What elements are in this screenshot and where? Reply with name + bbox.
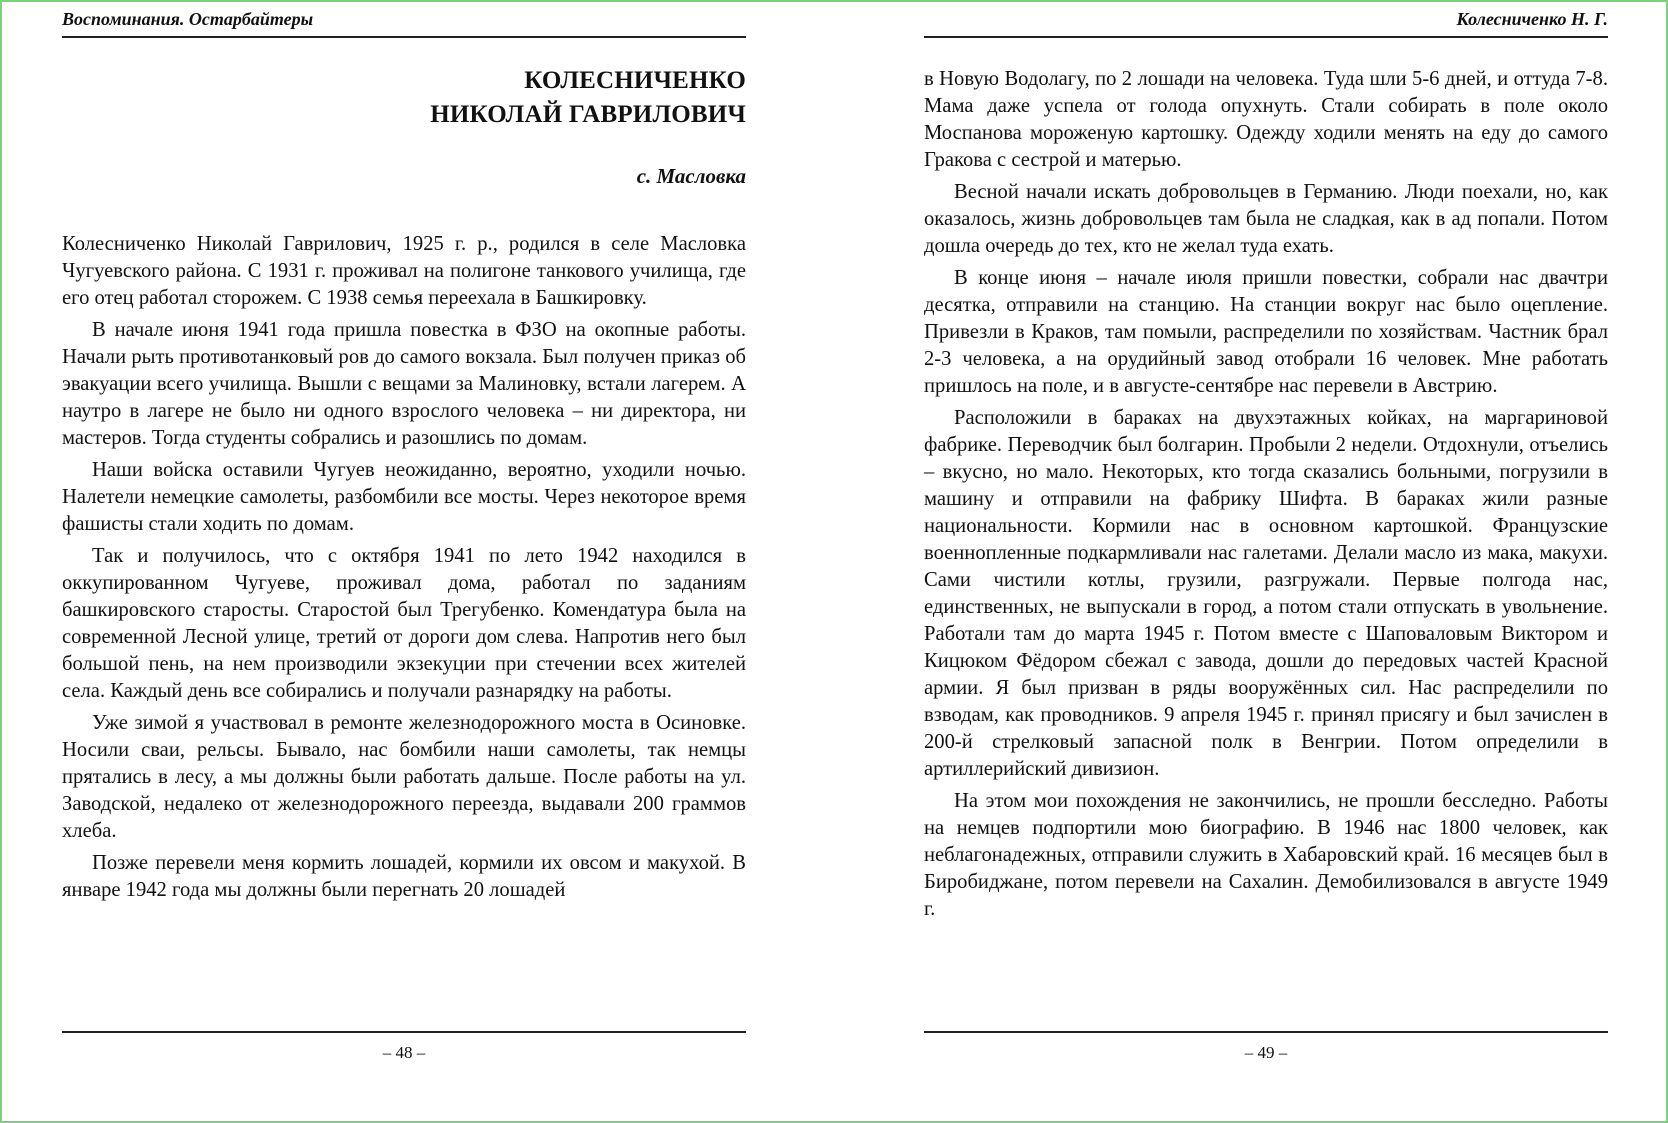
footer-rule: [924, 1031, 1608, 1033]
page-number-right: – 49 –: [1244, 1043, 1288, 1062]
paragraph: Колесниченко Николай Гаврилович, 1925 г. р., родился в селе Масловка Чугуевского района. С 1931 г. проживал на полигоне танкового училища, где его отец работал сторожем. С 1938 семья переехала в Башкировку.: [62, 233, 746, 309]
place-subtitle: с. Масловка: [636, 164, 746, 188]
paragraph: В конце июня – начале июля пришли повестки, собрали нас двачтри десятка, отправили на станцию. На станции вокруг нас было оцепление. Привезли в Краков, там помыли, распределили по хозяйствам. Частник брал 2-3 человека, а на орудийный завод отобрали 16 человек. Мне работать пришлось на поле, и в августе-сентябре нас перевели в Австрию.: [924, 267, 1608, 397]
paragraph: Так и получилось, что с октября 1941 по лето 1942 находился в оккупированном Чугуеве, проживал дома, работал по заданиям башкировского старосты. Старостой был Трегубенко. Комендатура была на современной Лесной улице, третий от дороги дом слева. Напротив него был большой пень, на нем производили экзекуции при стечении всех жителей села. Каждый день все собирались и получали разнарядку на работы.: [62, 545, 746, 702]
paragraph: Позже перевели меня кормить лошадей, кормили их овсом и макухой. В январе 1942 года мы должны были перегнать 20 лошадей: [62, 852, 746, 901]
header-rule: [62, 36, 746, 38]
paragraph: Весной начали искать добровольцев в Германию. Люди поехали, но, как оказалось, жизнь добровольцев там была не сладкая, как в ад попали. Потом дошла очередь до тех, кто не желал туда ехать.: [924, 181, 1608, 257]
running-head-right: Колесниченко Н. Г.: [1456, 9, 1608, 29]
page-number-left: – 48 –: [382, 1043, 426, 1062]
footer-rule: [62, 1031, 746, 1033]
paragraph: Уже зимой я участвовал в ремонте железнодорожного моста в Осиновке. Носили сваи, рельсы. Бывало, нас бомбили наши самолеты, так немцы прятались в лесу, а мы должны были работать дальше. После работы на ул. Заводской, недалеко от железнодорожного переезда, выдавали 200 граммов хлеба.: [62, 712, 746, 842]
paragraph: Расположили в бараках на двухэтажных койках, на маргариновой фабрике. Переводчик был болгарин. Пробыли 2 недели. Отдохнули, отъелись – вкусно, но мало. Некоторых, кто тогда сказались больными, погрузили в машину и отправили на фабрику Шифта. В бараках жили разные национальности. Кормили нас в основном картошкой. Французские военнопленные подкармливали нас галетами. Делали масло из мака, макухи. Сами чистили котлы, грузили, разгружали. Первые полгода нас, единственных, не выпускали в город, а потом стали отпускать в увольнение. Работали там до марта 1945 г. Потом вместе с Шаповаловым Виктором и Кицюком Фёдором сбежал с завода, дошли до передовых частей Красной армии. Я был призван в ряды вооружённых сил. Нас распределили по взводам, как проводников. 9 апреля 1945 г. принял присягу и был зачислен в 200-й стрелковый запасной полк в Венгрии. Потом определили в артиллерийский дивизион.: [924, 407, 1608, 780]
right-page: [924, 2, 1608, 1121]
left-page: [62, 2, 746, 1121]
chapter-title: [430, 64, 746, 132]
paragraph: Наши войска оставили Чугуев неожиданно, вероятно, уходили ночью. Налетели немецкие самолеты, разбомбили все мосты. Через некоторое время фашисты стали ходить по домам.: [62, 459, 746, 535]
paragraph: В начале июня 1941 года пришла повестка в ФЗО на окопные работы. Начали рыть противотанковый ров до самого вокзала. Был получен приказ об эвакуации всего училища. Вышли с вещами за Малиновку, встали лагерем. А наутро в лагере не было ни одного взрослого человека – ни директора, ни мастеров. Тогда студенты собрались и разошлись по домам.: [62, 319, 746, 449]
running-head-left: Воспоминания. Остарбайтеры: [62, 9, 314, 29]
title-line-surname: КОЛЕСНИЧЕНКО: [524, 67, 746, 94]
right-body-text: [924, 66, 1608, 928]
header-rule: [924, 36, 1608, 38]
title-line-name: НИКОЛАЙ ГАВРИЛОВИЧ: [430, 101, 746, 128]
paragraph: На этом мои похождения не закончились, не прошли бесследно. Работы на немцев подпортили мою биографию. В 1946 нас 1800 человек, как неблагонадежных, отправили служить в Хабаровский край. 16 месяцев был в Биробиджане, потом перевели на Сахалин. Демобилизовался в августе 1949 г.: [924, 790, 1608, 920]
left-body-text: [62, 231, 746, 909]
paragraph: в Новую Водолагу, по 2 лошади на человека. Туда шли 5-6 дней, и оттуда 7-8. Мама даже успела от голода опухнуть. Стали собирать в поле около Моспанова мороженую картошку. Одежду ходили менять на еду до самого Гракова с сестрой и матерью.: [924, 68, 1608, 171]
